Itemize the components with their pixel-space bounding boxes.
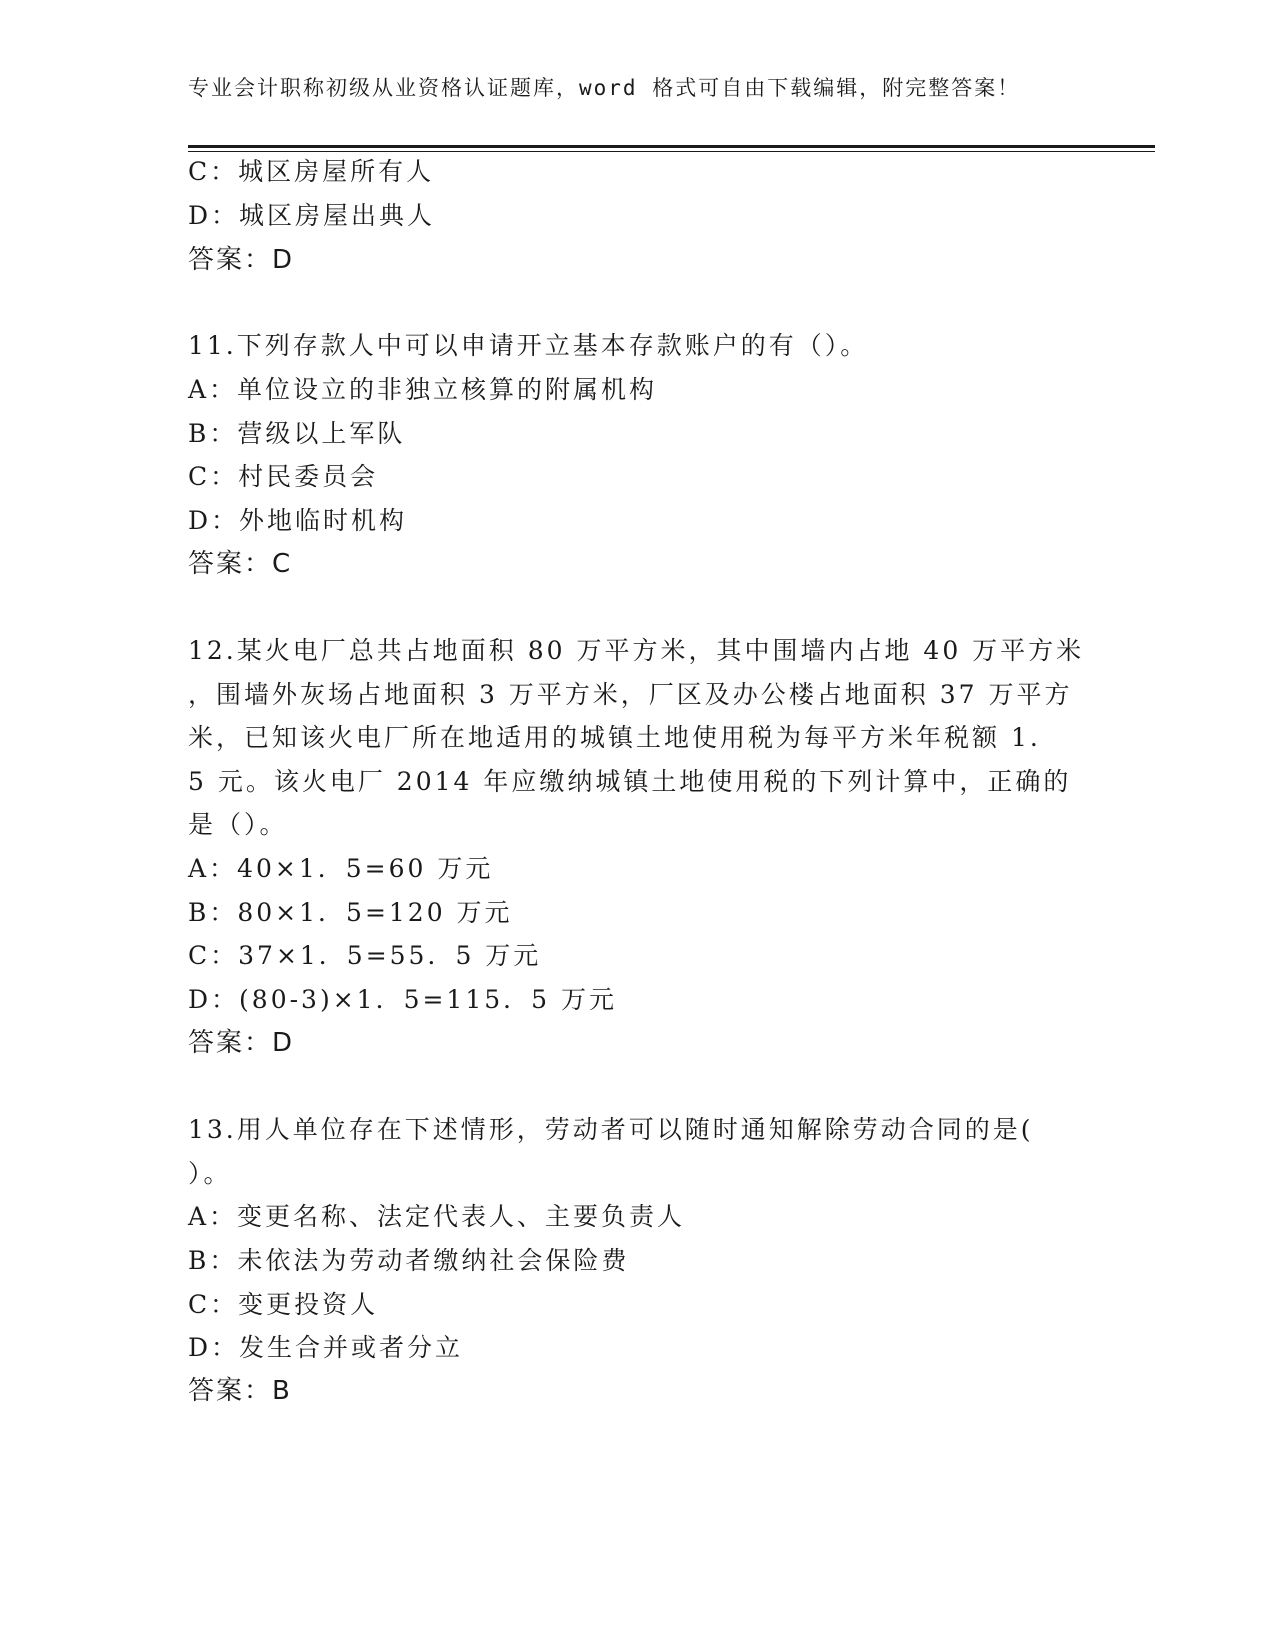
q13-option-d: D：发生合并或者分立 <box>188 1333 464 1362</box>
q11-stem: 11.下列存款人中可以申请开立基本存款账户的有（）。 <box>188 331 869 360</box>
q12-option-a: A：40×1．5=60 万元 <box>188 854 494 883</box>
header-rule-thin <box>188 151 1155 152</box>
q13-option-c: C：变更投资人 <box>188 1290 379 1319</box>
q13-stem-line: 13.用人单位存在下述情形，劳动者可以随时通知解除劳动合同的是( <box>188 1115 1034 1144</box>
q10-answer: 答案：D <box>188 245 295 275</box>
q11-option-d: D：外地临时机构 <box>188 506 408 535</box>
q12-answer: 答案：D <box>188 1028 295 1058</box>
q13-stem-line: ）。 <box>188 1159 232 1188</box>
q11-option-a: A：单位设立的非独立核算的附属机构 <box>188 375 658 404</box>
q11-option-b: B：营级以上军队 <box>188 419 406 448</box>
q10-option-c: C：城区房屋所有人 <box>188 157 435 186</box>
q12-option-d: D：(80-3)×1．5=115．5 万元 <box>188 985 617 1014</box>
q12-option-c: C：37×1．5=55．5 万元 <box>188 941 542 970</box>
q12-stem-line: 是（）。 <box>188 810 288 839</box>
q13-answer: 答案：B <box>188 1376 292 1406</box>
q13-option-a: A：变更名称、法定代表人、主要负责人 <box>188 1202 686 1231</box>
q12-stem-line: 5 元。该火电厂 2014 年应缴纳城镇土地使用税的下列计算中，正确的 <box>188 767 1072 796</box>
q12-option-b: B：80×1．5=120 万元 <box>188 898 513 927</box>
q13-option-b: B：未依法为劳动者缴纳社会保险费 <box>188 1246 630 1275</box>
q12-stem-line: 米，已知该火电厂所在地适用的城镇土地使用税为每平方米年税额 1. <box>188 723 1041 752</box>
q11-option-c: C：村民委员会 <box>188 462 379 491</box>
q11-answer: 答案：C <box>188 549 293 579</box>
q12-stem-line: ，围墙外灰场占地面积 3 万平方米，厂区及办公楼占地面积 37 万平方 <box>188 680 1073 709</box>
page-header: 专业会计职称初级从业资格认证题库，word 格式可自由下载编辑，附完整答案！ <box>188 76 1021 100</box>
q12-stem-line: 12.某火电厂总共占地面积 80 万平方米，其中围墙内占地 40 万平方米 <box>188 636 1085 665</box>
q10-option-d: D：城区房屋出典人 <box>188 201 436 230</box>
header-rule <box>188 145 1155 148</box>
